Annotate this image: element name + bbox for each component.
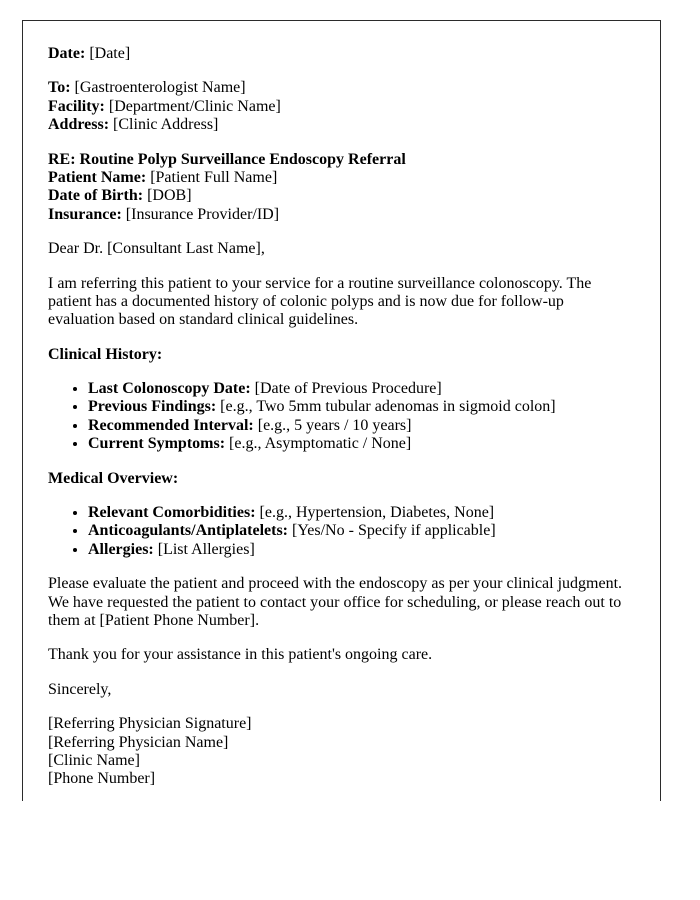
signature-line: [Clinic Name]: [48, 751, 140, 769]
address-label: Address:: [48, 116, 110, 134]
clinical-history-list: [48, 380, 630, 454]
item-value: [Yes/No - Specify if applicable]: [288, 522, 496, 540]
list-item: [88, 504, 630, 522]
to-value: [Gastroenterologist Name]: [70, 79, 246, 97]
signature-line: [Phone Number]: [48, 770, 156, 788]
list-item: [88, 380, 630, 398]
signoff: Sincerely,: [48, 680, 112, 698]
to-label: To:: [48, 79, 71, 97]
intro-paragraph: I am referring this patient to your service for a routine surveillance colonoscopy. The patient has a documented history of colonic polyps and is now due for follow-up evaluation based on standard clinical guidelines.: [48, 274, 592, 329]
medical-overview-heading: [48, 470, 630, 488]
list-item: [88, 398, 630, 416]
salutation: Dear Dr. [Consultant Last Name],: [48, 240, 265, 258]
item-label: Recommended Interval:: [88, 416, 254, 434]
scheduling-paragraph: Please evaluate the patient and proceed with the endoscopy as per your clinical judgment. We have requested the patient to contact your office for scheduling, or please reach out to them at [Patient Phone Number].: [48, 575, 623, 629]
patient-name-label: Patient Name:: [48, 168, 147, 186]
item-label: Allergies:: [88, 540, 154, 558]
item-value: [Date of Previous Procedure]: [250, 380, 442, 398]
dob-label: Date of Birth:: [48, 187, 144, 205]
insurance-label: Insurance:: [48, 205, 122, 223]
clinical-history-heading-text: Clinical History:: [48, 345, 163, 363]
item-label: Anticoagulants/Antiplatelets:: [88, 522, 288, 540]
signature-block: [48, 715, 630, 789]
date-line: [48, 45, 630, 63]
subject-line: RE: Routine Polyp Surveillance Endoscopy Referral: [48, 150, 406, 168]
medical-overview-list: [48, 504, 630, 559]
patient-name-value: [Patient Full Name]: [146, 168, 278, 186]
list-item: [88, 435, 630, 453]
subject-block: [48, 151, 630, 225]
item-label: Last Colonoscopy Date:: [88, 380, 251, 398]
item-value: [e.g., Asymptomatic / None]: [225, 435, 412, 453]
item-label: Previous Findings:: [88, 398, 217, 416]
item-label: Relevant Comorbidities:: [88, 504, 256, 522]
list-item: [88, 541, 630, 559]
item-value: [e.g., Two 5mm tubular adenomas in sigmoid colon]: [216, 398, 556, 416]
item-value: [e.g., Hypertension, Diabetes, None]: [255, 504, 495, 522]
list-item: [88, 522, 630, 540]
referral-letter-page: [22, 20, 661, 801]
dob-value: [DOB]: [143, 187, 192, 205]
thanks-paragraph: Thank you for your assistance in this patient's ongoing care.: [48, 646, 433, 664]
facility-label: Facility:: [48, 97, 105, 115]
medical-overview-heading-text: Medical Overview:: [48, 469, 179, 487]
item-value: [List Allergies]: [153, 540, 255, 558]
list-item: [88, 417, 630, 435]
date-value: [Date]: [85, 45, 131, 62]
recipient-block: [48, 79, 630, 134]
signature-line: [Referring Physician Name]: [48, 733, 229, 751]
item-label: Current Symptoms:: [88, 435, 226, 453]
address-value: [Clinic Address]: [109, 116, 219, 134]
insurance-value: [Insurance Provider/ID]: [121, 205, 280, 223]
date-label: Date:: [48, 45, 86, 62]
facility-value: [Department/Clinic Name]: [104, 97, 281, 115]
signature-line: [Referring Physician Signature]: [48, 715, 252, 733]
clinical-history-heading: [48, 346, 630, 364]
item-value: [e.g., 5 years / 10 years]: [253, 416, 412, 434]
